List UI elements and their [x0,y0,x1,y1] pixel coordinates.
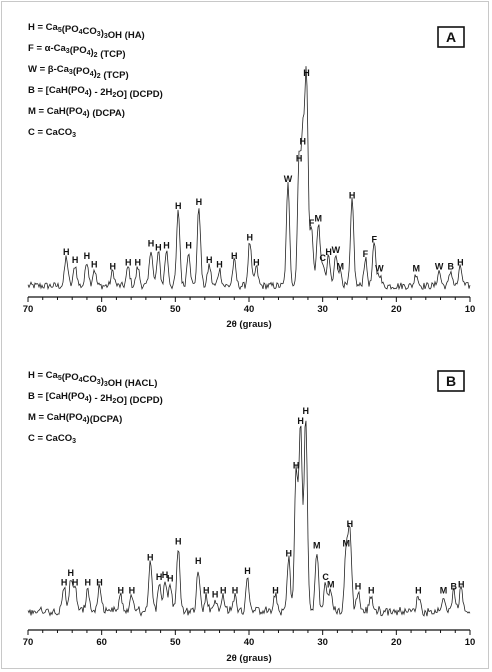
diffraction-trace [28,66,470,289]
legend-entry-b: $B = [CaH(PO_4) - 2H_2O]$ (DCPD) [28,391,163,406]
peak-label: H [124,257,132,268]
peak-label: H [354,581,362,592]
peak-label: W [434,261,444,272]
legend-entry-f: $F = \alpha-Ca_3(PO_4)_2$ (TCP) [28,43,126,60]
peak-label: M [327,579,335,590]
legend-entry-h: $H = Ca_5(PO_4CO_3)_3OH$ (HA) [28,22,145,41]
peak-label: H [96,577,103,588]
peak-label: H [91,259,98,270]
panel-badge-label: B [445,373,457,389]
peak-label: H [219,585,227,596]
peak-label: H [67,567,74,578]
peak-label: H [185,240,192,251]
x-tick-label: 30 [317,637,328,648]
x-axis-title: 2θ (graus) [226,319,272,330]
panel-a [23,22,476,330]
peak-label: F [362,249,369,259]
panel-badge-label: A [445,29,457,45]
peak-label: H [368,585,375,596]
peak-label: H [231,585,239,596]
peak-label: B [447,261,455,272]
peak-label: M [412,263,420,274]
peak-label: H [302,406,309,416]
panel-badge [438,371,464,391]
peak-label: H [84,577,91,588]
peak-label: H [346,519,354,530]
peak-label: M [314,213,322,224]
peak-label: H [244,565,251,576]
peak-label: F [308,217,315,228]
peak-label: H [83,251,91,261]
diffraction-trace [28,421,470,616]
legend-entry-w: $W = \beta-Ca_3(PO_4)_2$ (TCP) [28,64,129,81]
x-tick-label: 40 [243,304,255,315]
peak-label: H [299,136,307,147]
legend-entry-c: C = CaCO$_3$ [28,127,76,139]
peak-label: H [272,585,279,596]
peak-label: M [313,540,321,551]
peak-label: M [342,538,350,549]
peak-label: H [253,257,260,268]
peak-label: H [457,579,465,590]
x-tick-label: 70 [22,637,34,648]
peak-label: H [246,232,253,243]
x-tick-label: 50 [170,304,181,315]
peak-label: M [439,585,448,596]
peak-label: H [71,255,79,266]
x-axis-title: 2θ (graus) [226,653,272,664]
peak-label: H [325,246,332,257]
peak-label: H [175,536,182,547]
x-tick-label: 40 [243,637,255,648]
peak-label: H [348,190,356,201]
peak-label: H [231,251,238,261]
peak-label: H [303,68,310,78]
peak-label: H [457,257,464,268]
peak-label: H [128,585,136,596]
peak-label: C [319,253,326,264]
legend-entry-m: $M = CaH(PO_4)$ (DCPA) [28,106,125,119]
peak-label: H [161,569,169,580]
x-tick-label: 30 [317,304,328,315]
peak-label: W [331,244,341,255]
peak-label: H [155,571,163,582]
x-tick-label: 20 [391,304,402,315]
panel-badge [438,27,464,47]
peak-label: H [63,246,70,257]
x-tick-label: 70 [22,304,34,315]
peak-label: H [147,238,155,249]
peak-label: B [450,581,458,592]
peak-label: W [283,174,293,185]
legend-entry-h: $H = Ca_5(PO_4CO_3)_3OH$ (HACL) [28,370,158,389]
peak-label: H [194,556,202,567]
panel-b [23,370,476,664]
peak-label: H [109,261,116,272]
peak-label: H [415,585,422,596]
peak-label: H [211,589,219,600]
peak-label: H [175,201,182,212]
legend-entry-b: $B = [CaH(PO_4) - 2H_2O]$ (DCPD) [28,85,163,100]
peak-label: H [155,242,162,253]
peak-label: H [60,577,68,588]
x-tick-label: 60 [96,304,107,315]
peak-label: H [295,153,303,164]
peak-label: M [336,261,345,272]
peak-label: H [134,257,142,268]
peak-label: H [285,548,293,559]
peak-label: H [71,577,79,588]
legend-entry-c: C = CaCO$_3$ [28,433,76,445]
peak-label: H [117,585,125,596]
x-tick-label: 10 [464,637,476,648]
x-tick-label: 10 [464,304,476,315]
peak-label: H [166,573,174,584]
x-tick-label: 60 [96,637,107,648]
peak-label: H [292,460,300,471]
peak-label: H [195,197,203,207]
peak-label: W [375,263,384,274]
x-tick-label: 50 [170,637,181,648]
legend-entry-m: $M = CaH(PO_4)(DCPA)$ [28,412,123,425]
x-tick-label: 20 [391,637,402,648]
peak-label: H [203,585,210,596]
peak-label: H [216,259,223,270]
peak-label: F [371,234,377,245]
peak-label: H [297,415,304,426]
peak-label: C [322,571,329,582]
peak-label: H [147,552,154,563]
peak-label: H [205,255,213,266]
peak-label: H [163,240,170,251]
